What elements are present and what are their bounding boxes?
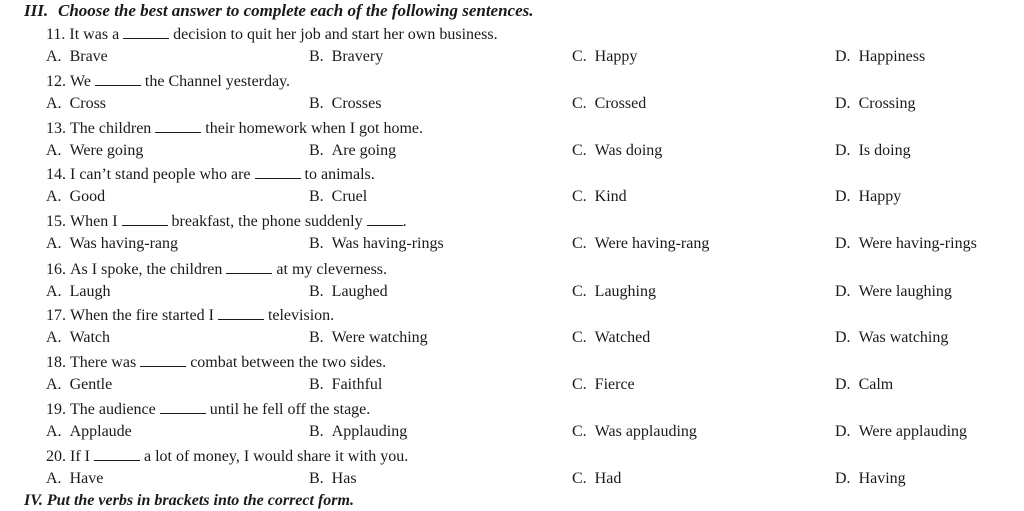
option-text: Crosses [331, 95, 382, 112]
option-letter: C. [572, 48, 587, 65]
option-d [835, 282, 952, 302]
question-15 [46, 211, 407, 232]
question-number: 16. [46, 261, 66, 278]
option-letter: C. [572, 95, 587, 112]
option-text: Was doing [594, 142, 663, 159]
question-text: When the fire started I [70, 307, 214, 324]
option-b [309, 234, 444, 254]
option-letter: D. [835, 95, 851, 112]
question-text: I can’t stand people who are [70, 166, 251, 183]
option-c [572, 141, 662, 161]
option-text: Calm [858, 376, 894, 393]
question-number: 18. [46, 354, 66, 371]
question-number: 20. [46, 448, 66, 465]
question-text: a lot of money, I would share it with you. [143, 448, 409, 465]
option-letter: D. [835, 376, 851, 393]
option-text: Good [69, 188, 106, 205]
next-section-heading-cutoff: IV. Put the verbs in brackets into the correct form. [24, 492, 354, 509]
option-text: Having [858, 470, 906, 487]
option-text: Has [331, 470, 357, 487]
section-number: III. [24, 1, 49, 20]
answer-blank [218, 305, 264, 320]
question-text: When I [70, 213, 118, 230]
question-text: If I [70, 448, 90, 465]
option-letter: C. [572, 283, 587, 300]
question-text: It was a [69, 26, 120, 43]
answer-blank [94, 446, 140, 461]
question-text: The audience [70, 401, 156, 418]
option-letter: B. [309, 376, 324, 393]
option-text: Kind [594, 188, 627, 205]
question-number: 13. [46, 120, 66, 137]
question-number: 14. [46, 166, 66, 183]
option-text: Were watching [331, 329, 428, 346]
question-11 [46, 24, 498, 45]
option-a [46, 469, 103, 489]
question-text: television. [267, 307, 335, 324]
option-b [309, 187, 367, 207]
option-text: Happy [594, 48, 638, 65]
question-text: to animals. [304, 166, 375, 183]
option-text: Cruel [331, 188, 368, 205]
option-a [46, 375, 112, 395]
option-text: Fierce [594, 376, 635, 393]
option-text: Laugh [69, 283, 111, 300]
option-letter: D. [835, 48, 851, 65]
option-text: Were going [69, 142, 144, 159]
option-letter: A. [46, 142, 62, 159]
question-18 [46, 352, 386, 373]
option-b [309, 375, 382, 395]
answer-blank [140, 352, 186, 367]
question-text: We [70, 73, 91, 90]
question-14 [46, 164, 375, 185]
option-text: Watched [594, 329, 651, 346]
option-a [46, 328, 110, 348]
option-letter: A. [46, 95, 62, 112]
option-text: Laughed [331, 283, 388, 300]
option-text: Brave [69, 48, 108, 65]
answer-blank [122, 211, 168, 226]
question-text: combat between the two sides. [190, 354, 387, 371]
option-letter: C. [572, 142, 587, 159]
option-text: Were laughing [858, 283, 952, 300]
option-text: Were applauding [858, 423, 968, 440]
option-a [46, 282, 110, 302]
option-letter: C. [572, 188, 587, 205]
option-letter: D. [835, 470, 851, 487]
option-d [835, 47, 925, 67]
option-b [309, 282, 388, 302]
option-text: Laughing [594, 283, 656, 300]
option-letter: B. [309, 95, 324, 112]
answer-blank [155, 118, 201, 133]
option-text: Crossing [858, 95, 916, 112]
option-letter: B. [309, 188, 324, 205]
option-text: Applauding [331, 423, 408, 440]
option-b [309, 328, 428, 348]
question-text: There was [70, 354, 137, 371]
option-d [835, 469, 906, 489]
question-17 [46, 305, 334, 326]
option-d [835, 422, 967, 442]
option-a [46, 47, 108, 67]
option-letter: B. [309, 329, 324, 346]
question-12 [46, 71, 290, 92]
option-letter: A. [46, 423, 62, 440]
option-b [309, 94, 381, 114]
question-text: decision to quit her job and start her own business. [173, 26, 498, 43]
option-letter: A. [46, 48, 62, 65]
option-d [835, 94, 915, 114]
option-text: Happiness [858, 48, 926, 65]
question-number: 17. [46, 307, 66, 324]
answer-blank [95, 71, 141, 86]
answer-blank [123, 24, 169, 39]
option-text: Was watching [858, 329, 949, 346]
option-text: Was having-rings [331, 235, 444, 252]
question-19 [46, 399, 370, 420]
question-16 [46, 259, 387, 280]
option-c [572, 47, 637, 67]
question-text: until he fell off the stage. [209, 401, 371, 418]
question-text: at my cleverness. [276, 261, 388, 278]
answer-blank [226, 259, 272, 274]
option-letter: D. [835, 329, 851, 346]
question-13 [46, 118, 423, 139]
option-letter: C. [572, 470, 587, 487]
question-text: As I spoke, the children [70, 261, 223, 278]
option-c [572, 187, 627, 207]
option-b [309, 422, 407, 442]
option-letter: A. [46, 470, 62, 487]
option-text: Had [594, 470, 622, 487]
option-letter: B. [309, 470, 324, 487]
option-a [46, 187, 105, 207]
option-c [572, 422, 697, 442]
option-text: Cross [69, 95, 107, 112]
question-text: The children [70, 120, 152, 137]
option-letter: B. [309, 48, 324, 65]
option-c [572, 328, 650, 348]
option-text: Were having-rings [858, 235, 977, 252]
option-letter: D. [835, 188, 851, 205]
option-text: Happy [858, 188, 902, 205]
question-number: 11. [46, 26, 66, 43]
option-letter: D. [835, 283, 851, 300]
option-text: Applaude [69, 423, 132, 440]
option-d [835, 141, 911, 161]
section-heading [24, 1, 534, 21]
question-text: the Channel yesterday. [144, 73, 291, 90]
option-letter: D. [835, 142, 851, 159]
option-letter: A. [46, 283, 62, 300]
question-number: 19. [46, 401, 66, 418]
option-letter: A. [46, 235, 62, 252]
option-text: Gentle [69, 376, 113, 393]
question-number: 15. [46, 213, 66, 230]
option-text: Crossed [594, 95, 647, 112]
option-text: Are going [331, 142, 397, 159]
section-instruction: Choose the best answer to complete each of the following sentences. [58, 1, 534, 20]
option-letter: C. [572, 423, 587, 440]
option-c [572, 94, 646, 114]
option-text: Is doing [858, 142, 911, 159]
answer-blank [255, 164, 301, 179]
option-letter: C. [572, 329, 587, 346]
question-number: 12. [46, 73, 66, 90]
option-c [572, 282, 656, 302]
option-text: Have [69, 470, 104, 487]
option-c [572, 234, 709, 254]
option-a [46, 141, 143, 161]
question-20 [46, 446, 408, 467]
option-letter: A. [46, 329, 62, 346]
option-a [46, 94, 106, 114]
option-letter: B. [309, 235, 324, 252]
option-letter: C. [572, 235, 587, 252]
option-a [46, 422, 132, 442]
option-letter: D. [835, 235, 851, 252]
option-text: Was applauding [594, 423, 697, 440]
question-text: . [402, 213, 407, 230]
option-letter: A. [46, 188, 62, 205]
option-c [572, 469, 621, 489]
option-text: Watch [69, 329, 111, 346]
option-text: Were having-rang [594, 235, 710, 252]
option-letter: C. [572, 376, 587, 393]
option-b [309, 47, 383, 67]
option-d [835, 375, 893, 395]
question-text: breakfast, the phone suddenly [171, 213, 363, 230]
option-c [572, 375, 635, 395]
option-letter: B. [309, 283, 324, 300]
option-text: Bravery [331, 48, 384, 65]
option-letter: A. [46, 376, 62, 393]
option-a [46, 234, 178, 254]
option-letter: B. [309, 423, 324, 440]
answer-blank [367, 211, 403, 226]
option-d [835, 234, 977, 254]
option-letter: D. [835, 423, 851, 440]
answer-blank [160, 399, 206, 414]
option-text: Was having-rang [69, 235, 179, 252]
option-d [835, 328, 948, 348]
option-b [309, 469, 357, 489]
option-text: Faithful [331, 376, 383, 393]
option-b [309, 141, 396, 161]
question-text: their homework when I got home. [205, 120, 424, 137]
option-letter: B. [309, 142, 324, 159]
option-d [835, 187, 901, 207]
